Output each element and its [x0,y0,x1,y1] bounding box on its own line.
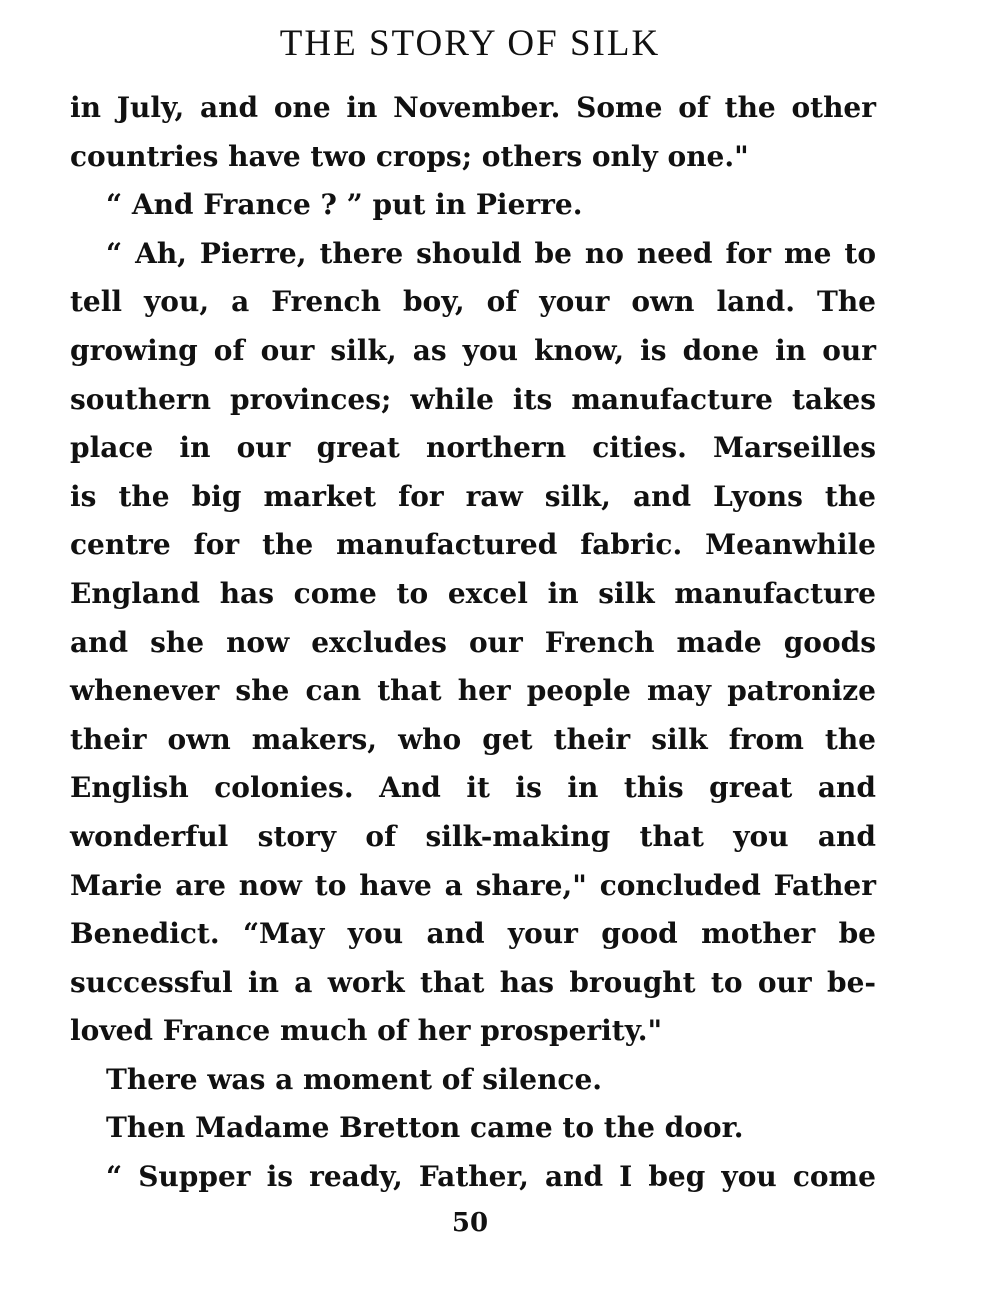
body-text [70,84,876,1202]
text-line: place in our great northern cities. Marseilles [70,431,876,465]
text-line: growing of our silk, as you know, is done in our [70,333,876,367]
text-line: loved France much of her prosperity." [70,1014,663,1048]
text-line: centre for the manufactured fabric. Meanwhile [70,528,876,562]
text-line: Marie are now to have a share," concluded Father [70,868,876,902]
text-line: There was a moment of silence. [106,1062,603,1096]
text-line: “ And France ? ” put in Pierre. [106,188,583,222]
text-line: and she now excludes our French made goods [70,625,876,659]
text-line: southern provinces; while its manufacture takes [70,382,876,416]
text-line: is the big market for raw silk, and Lyons the [70,479,876,513]
text-line: tell you, a French boy, of your own land. The [70,285,876,319]
text-line: successful in a work that has brought to our be- [70,965,876,999]
page-number: 50 [451,1208,489,1238]
running-head: THE STORY OF SILK [279,23,661,64]
text-line: “ Ah, Pierre, there should be no need for me to [106,236,876,270]
text-line: countries have two crops; others only one." [70,139,749,173]
text-line: in July, and one in November. Some of the other [70,91,876,124]
text-line: Benedict. “May you and your good mother be [70,917,876,951]
text-line: their own makers, who get their silk from the [70,722,876,756]
text-line: whenever she can that her people may patronize [70,674,876,708]
text-line: Then Madame Bretton came to the door. [106,1111,744,1145]
text-line: wonderful story of silk-making that you and [70,819,876,853]
text-line: English colonies. And it is in this great and [70,771,876,805]
text-line: England has come to excel in silk manufacture [70,576,876,610]
text-line: “ Supper is ready, Father, and I beg you come [106,1160,876,1194]
